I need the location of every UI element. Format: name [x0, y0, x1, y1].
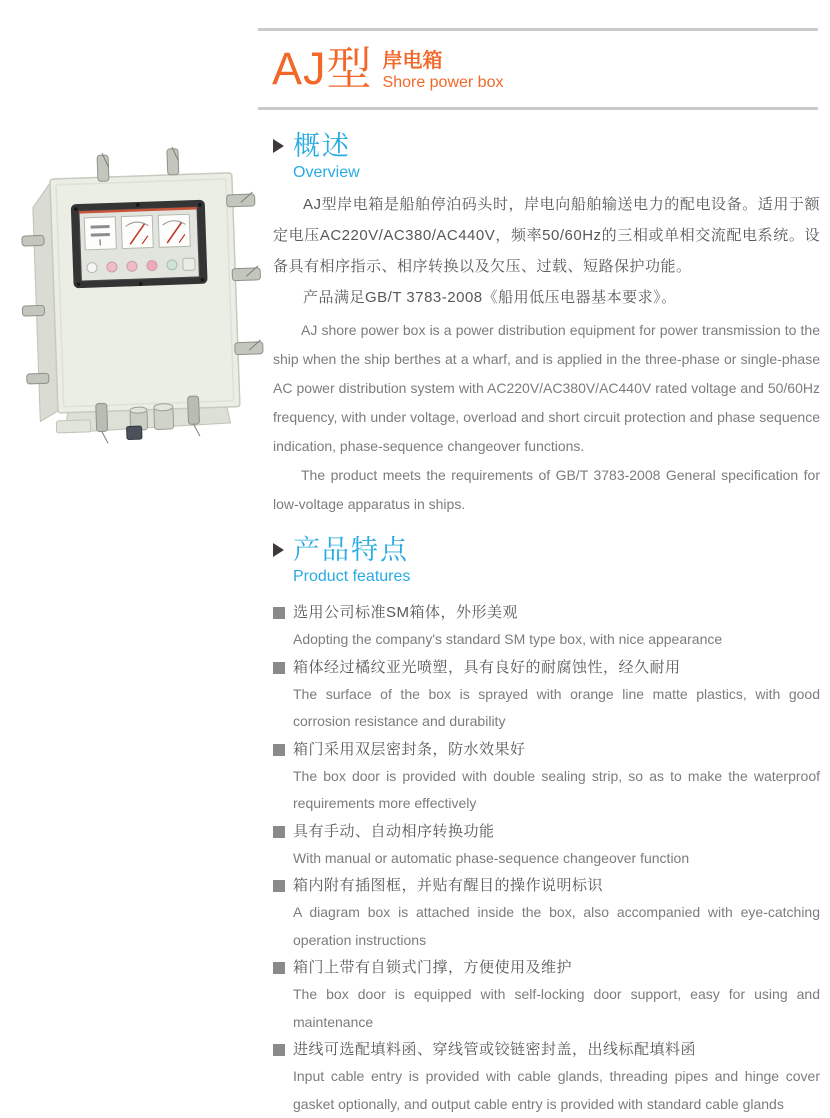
shore-power-box-illustration — [14, 146, 266, 452]
square-bullet-icon — [273, 744, 285, 756]
square-bullet-icon — [273, 607, 285, 619]
latch-icon — [22, 305, 44, 316]
feature-zh-label: 选用公司标准SM箱体，外形美观 — [293, 604, 519, 621]
latch-icon — [188, 396, 200, 424]
features-heading-zh: 产品特点 — [293, 535, 409, 565]
feature-item — [273, 736, 820, 818]
latch-icon — [22, 235, 44, 246]
feature-text-zh — [273, 954, 820, 981]
feature-item — [273, 599, 820, 654]
features-heading-en: Product features — [293, 568, 411, 585]
feature-item — [273, 954, 820, 1036]
feature-text-en: The box door is equipped with self-locking door support, easy for using and maintenance — [293, 986, 820, 1030]
box-foot — [56, 420, 90, 433]
feature-text-zh — [273, 654, 820, 681]
product-name-zh: 岸电箱 — [382, 50, 443, 72]
product-photo — [14, 146, 266, 452]
overview-header-text — [293, 130, 360, 183]
feature-text-en: With manual or automatic phase-sequence changeover function — [293, 849, 690, 866]
overview-en-paragraph: AJ shore power box is a power distribution equipment for power transmission to the ship when the ship berthes at a wharf, and is applied in the three-phase or single-phase AC power distribution system with AC220V/AC380V/AC440V rated voltage and 50/60Hz frequency, with under voltage, overload and short circuit protection and phase sequence indication, phase-sequence changeover functions. — [273, 322, 820, 454]
latch-icon — [97, 155, 109, 181]
indicator-light-pink — [127, 261, 137, 271]
triangle-bullet-icon — [273, 543, 284, 557]
feature-text-zh — [273, 818, 820, 845]
feature-item — [273, 654, 820, 736]
indicator-light-pink — [147, 260, 157, 270]
feature-zh-label: 箱门采用双层密封条，防水效果好 — [293, 740, 526, 758]
latch-icon — [227, 194, 255, 207]
latch-icon — [27, 373, 49, 384]
features-header — [273, 534, 820, 587]
feature-item — [273, 1036, 820, 1118]
feature-zh-label: 具有手动、自动相序转换功能 — [293, 822, 495, 840]
indicator-light-white — [87, 262, 97, 272]
top-divider — [258, 28, 818, 31]
feature-text-zh — [273, 1036, 820, 1063]
selector-switch — [183, 258, 195, 270]
feature-item — [273, 818, 820, 873]
overview-zh-paragraphs — [273, 189, 820, 313]
feature-text-en: The box door is provided with double sealing strip, so as to make the waterproof requirements more effectively — [293, 767, 820, 811]
feature-text-zh — [273, 872, 820, 899]
product-title-sub — [383, 49, 504, 96]
feature-text-en: A diagram box is attached inside the box, also accompanied with eye-catching operation instructions — [293, 904, 820, 948]
overview-heading-en: Overview — [293, 164, 360, 181]
triangle-bullet-icon — [273, 139, 284, 153]
feature-text-en: Adopting the company's standard SM type box, with nice appearance — [293, 631, 723, 647]
feature-zh-label: 箱门上带有自锁式门撑，方便使用及维护 — [293, 959, 573, 976]
square-bullet-icon — [273, 826, 285, 838]
analog-meter-3 — [158, 214, 190, 247]
latch-icon — [235, 342, 263, 355]
latch-icon — [232, 268, 260, 281]
product-name-en: Shore power box — [382, 74, 504, 91]
meter-window — [71, 200, 208, 289]
feature-text-en: Input cable entry is provided with cable glands, threading pipes and hinge cover gasket optionally, and output cable entry is provided with standard cable glands — [293, 1068, 820, 1112]
square-bullet-icon — [273, 662, 285, 674]
feature-zh-label: 箱内附有插图框，并贴有醒目的操作说明标识 — [293, 877, 604, 894]
page-title — [272, 42, 503, 96]
feature-text-en: The surface of the box is sprayed with orange line matte plastics, with good corrosion resistance and durability — [293, 685, 820, 729]
features-header-text — [293, 534, 410, 587]
overview-zh-paragraph: AJ型岸电箱是船舶停泊码头时，岸电向船舶输送电力的配电设备。适用于额定电压AC220V/AC380/AC440V，频率50/60Hz的三相或单相交流配电系统。设备具有相序指示、相序转换以及欠压、过载、短路保护功能。 — [273, 196, 820, 275]
indicator-light-green — [167, 260, 177, 270]
feature-zh-label: 进线可选配填料函、穿线管或铰链密封盖，出线标配填料函 — [293, 1041, 697, 1058]
square-bullet-icon — [273, 1044, 285, 1056]
product-model: AJ型 — [272, 43, 373, 94]
latch-icon — [167, 149, 179, 175]
dark-connector — [127, 426, 142, 440]
title-divider — [258, 107, 818, 110]
overview-heading-zh: 概述 — [293, 131, 351, 161]
overview-zh-paragraph: 产品满足GB/T 3783-2008《船用低压电器基本要求》。 — [303, 289, 677, 306]
feature-text-zh — [273, 736, 820, 763]
analog-meter-1 — [84, 217, 116, 250]
main-column — [273, 118, 820, 1118]
feature-text-zh — [273, 599, 820, 626]
analog-meter-2 — [121, 216, 153, 249]
feature-zh-label: 箱体经过橘纹亚光喷塑，具有良好的耐腐蚀性，经久耐用 — [293, 658, 681, 676]
indicator-light-pink — [107, 262, 117, 272]
overview-en-paragraph: The product meets the requirements of GB/T 3783-2008 General specification for low-voltage apparatus in ships. — [273, 467, 820, 512]
overview-header — [273, 130, 820, 183]
overview-en-paragraphs — [273, 316, 820, 519]
square-bullet-icon — [273, 880, 285, 892]
feature-item — [273, 872, 820, 954]
latch-icon — [96, 403, 108, 431]
feature-list — [273, 599, 820, 1118]
square-bullet-icon — [273, 962, 285, 974]
